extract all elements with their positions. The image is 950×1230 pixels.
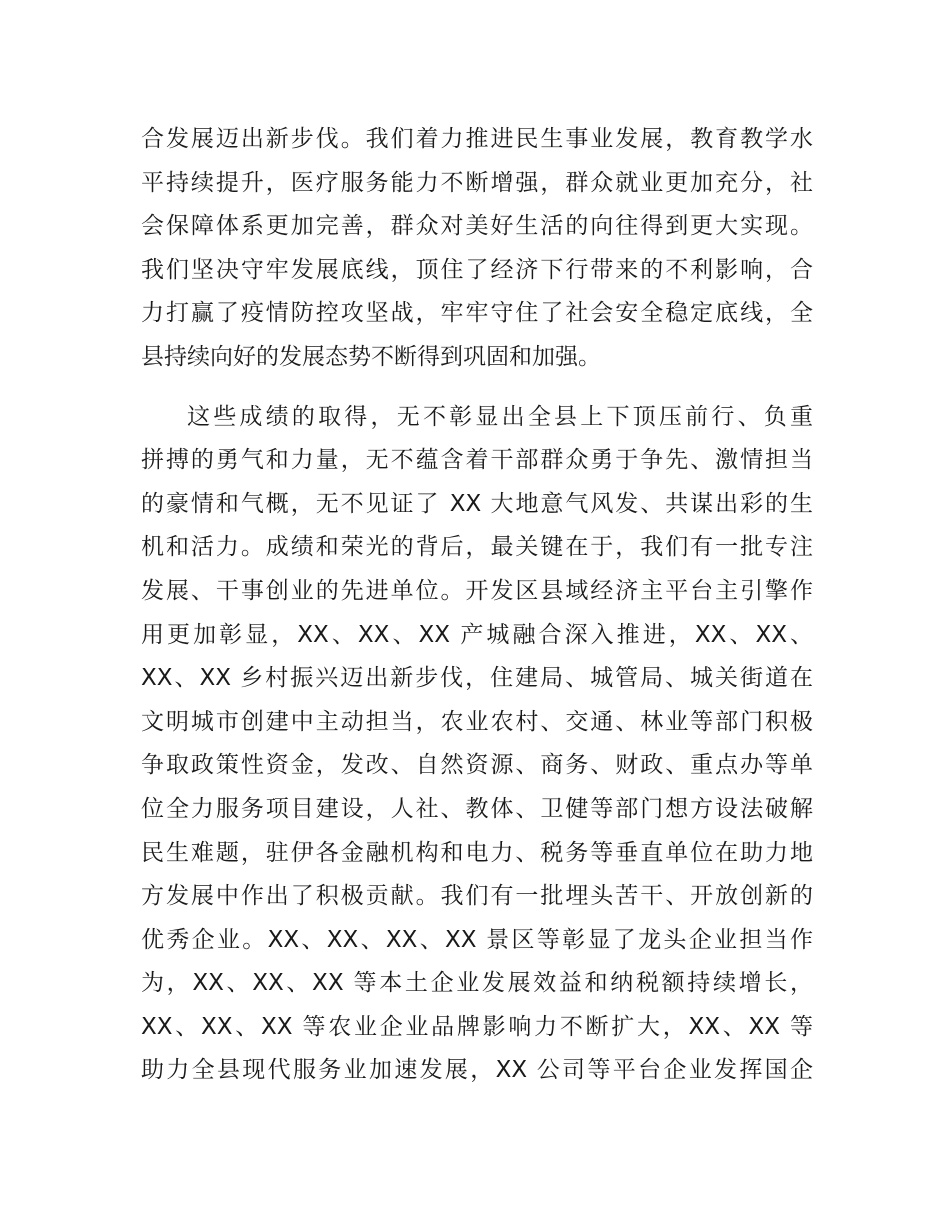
- text-line: 合发展迈出新步伐。我们着力推进民生事业发展，教育教学水: [141, 126, 813, 152]
- text-line: 会保障体系更加完善，群众对美好生活的向往得到更大实现。: [141, 213, 813, 240]
- text-line: 位全力服务项目建设，人社、教体、卫健等部门想方设法破解: [141, 795, 813, 822]
- text-line: 为，XX、XX、XX 等本土企业发展效益和纳税额持续增长，: [141, 970, 813, 997]
- text-line: 我们坚决守牢发展底线，顶住了经济下行带来的不利影响，合: [141, 256, 813, 283]
- text-line: 平持续提升，医疗服务能力不断增强，群众就业更加充分，社: [141, 169, 813, 196]
- paragraph-2: [141, 396, 813, 1094]
- text-line: XX、XX、XX 等农业企业品牌影响力不断扩大，XX、XX 等: [141, 1013, 813, 1040]
- text-line: XX、XX 乡村振兴迈出新步伐，住建局、城管局、城关街道在: [141, 665, 813, 692]
- text-line: 县持续向好的发展态势不断得到巩固和加强。: [141, 343, 601, 370]
- text-line: 拼搏的勇气和力量，无不蕴含着干部群众勇于争先、激情担当: [141, 447, 813, 474]
- text-line: 文明城市创建中主动担当，农业农村、交通、林业等部门积极: [141, 708, 813, 735]
- document-body: [141, 118, 813, 1093]
- text-line: 的豪情和气概，无不见证了 XX 大地意气风发、共谋出彩的生: [141, 490, 813, 517]
- paragraph-1: [141, 118, 813, 380]
- text-line: 发展、干事创业的先进单位。开发区县域经济主平台主引擎作: [141, 577, 813, 604]
- text-line: 用更加彰显，XX、XX、XX 产城融合深入推进，XX、XX、: [141, 621, 813, 648]
- text-line: 民生难题，驻伊各金融机构和电力、税务等垂直单位在助力地: [141, 839, 813, 866]
- text-line: 争取政策性资金，发改、自然资源、商务、财政、重点办等单: [141, 752, 813, 779]
- text-line: 力打赢了疫情防控攻坚战，牢牢守住了社会安全稳定底线，全: [141, 300, 813, 327]
- text-line: 方发展中作出了积极贡献。我们有一批埋头苦干、开放创新的: [141, 883, 813, 910]
- text-line: 优秀企业。XX、XX、XX、XX 景区等彰显了龙头企业担当作: [141, 926, 813, 953]
- text-line: 助力全县现代服务业加速发展，XX 公司等平台企业发挥国企: [141, 1057, 813, 1084]
- text-line: 机和活力。成绩和荣光的背后，最关键在于，我们有一批专注: [141, 534, 813, 561]
- text-line: 这些成绩的取得，无不彰显出全县上下顶压前行、负重: [187, 403, 813, 430]
